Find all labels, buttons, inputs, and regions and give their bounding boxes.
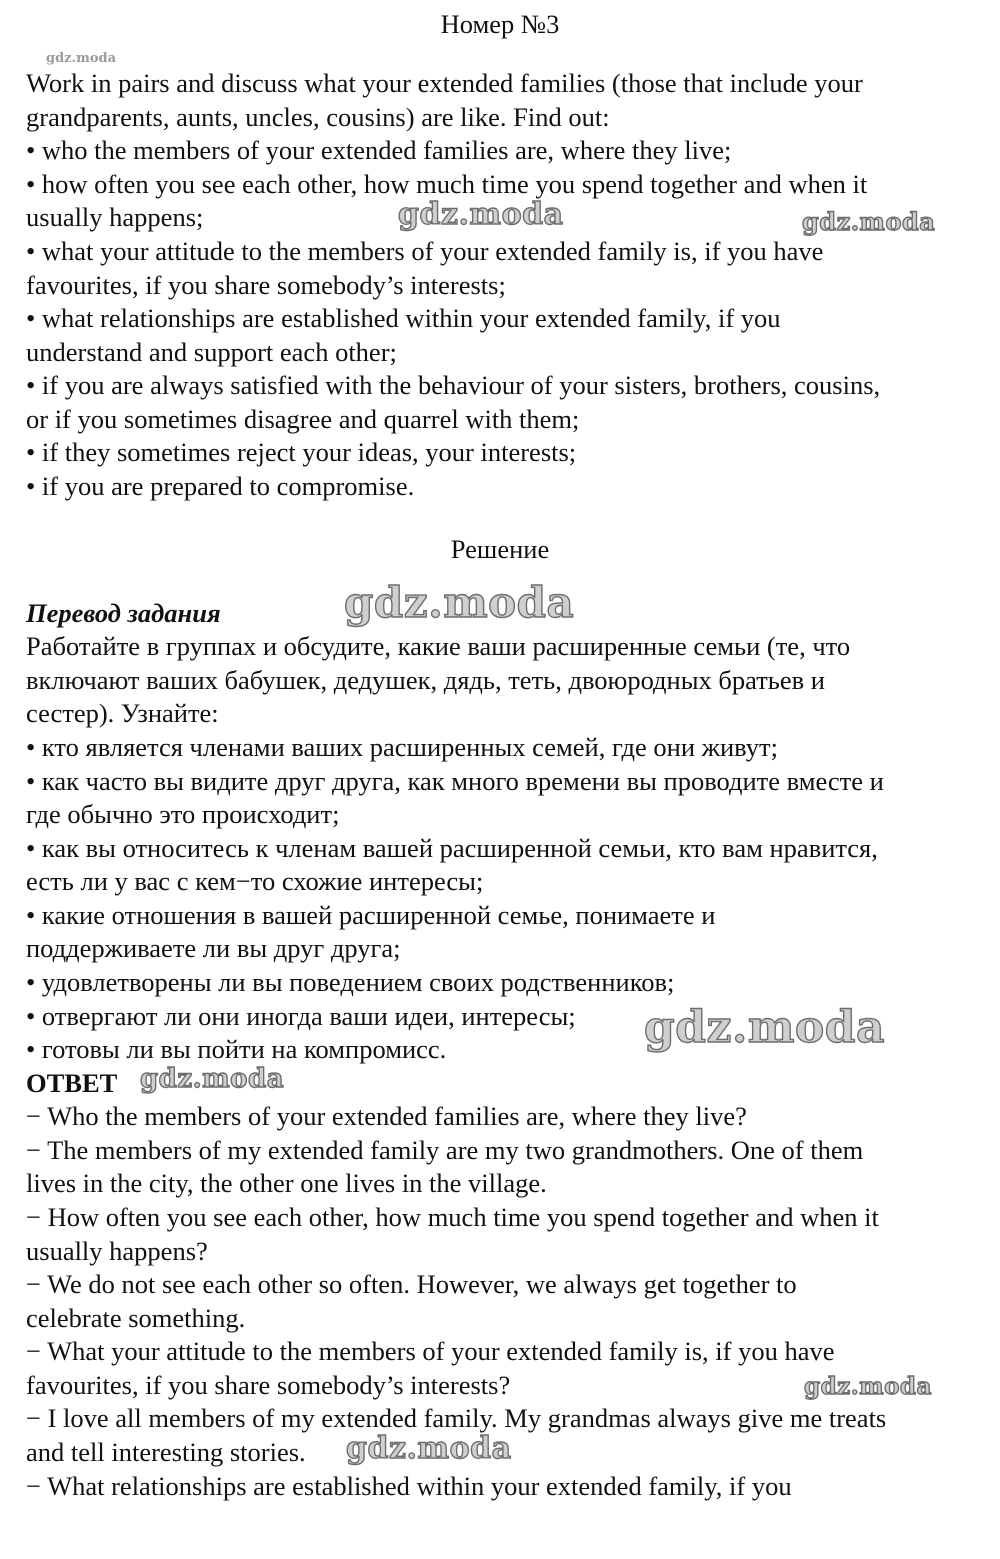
- translation-heading: Перевод задания: [26, 598, 221, 628]
- translation-line: • какие отношения в вашей расширенной семье, понимаете и: [26, 900, 716, 930]
- answer-line: − We do not see each other so often. However, we always get together to: [26, 1269, 797, 1299]
- task-line: • what relationships are established within your extended family, if you: [26, 303, 781, 333]
- translation-line: • как часто вы видите друг друга, как много времени вы проводите вместе и: [26, 766, 884, 796]
- translation-line: • удовлетворены ли вы поведением своих родственников;: [26, 967, 675, 997]
- translation-line: есть ли у вас с кем−то схожие интересы;: [26, 866, 484, 896]
- task-line: • if you are always satisfied with the behaviour of your sisters, brothers, cousins,: [26, 370, 881, 400]
- watermark: gdz.moda: [46, 51, 117, 66]
- translation-line: • отвергают ли они иногда ваши идеи, интересы;: [26, 1001, 576, 1031]
- answer-line: − I love all members of my extended family. My grandmas always give me treats: [26, 1403, 887, 1433]
- watermark: gdz.moda: [802, 207, 936, 236]
- translation-line: Работайте в группах и обсудите, какие ваши расширенные семьи (те, что: [26, 631, 851, 661]
- answer-line: usually happens?: [26, 1236, 208, 1266]
- task-line: • what your attitude to the members of your extended family is, if you have: [26, 236, 824, 266]
- answer-line: − The members of my extended family are my two grandmothers. One of them: [26, 1135, 864, 1165]
- answer-line: and tell interesting stories.: [26, 1437, 306, 1467]
- translation-line: включают ваших бабушек, дедушек, дядь, теть, двоюродных братьев и: [26, 665, 825, 695]
- task-line: understand and support each other;: [26, 337, 397, 367]
- translation-line: • готовы ли вы пойти на компромисс.: [26, 1034, 447, 1064]
- translation-line: поддерживаете ли вы друг друга;: [26, 933, 401, 963]
- watermark: gdz.moda: [140, 1064, 285, 1094]
- task-line: usually happens;: [26, 202, 204, 232]
- answer-line: celebrate something.: [26, 1303, 246, 1333]
- task-line: • how often you see each other, how much time you spend together and when it: [26, 169, 868, 199]
- page-title: Номер №3: [440, 9, 560, 39]
- watermark: gdz.moda: [346, 1431, 512, 1466]
- watermark: gdz.moda: [644, 1002, 886, 1053]
- translation-line: где обычно это происходит;: [26, 799, 340, 829]
- answer-line: − What your attitude to the members of your extended family is, if you have: [26, 1336, 835, 1366]
- task-line: or if you sometimes disagree and quarrel with them;: [26, 404, 580, 434]
- solution-label: Решение: [450, 534, 550, 564]
- task-line: • if you are prepared to compromise.: [26, 471, 415, 501]
- answer-line: − How often you see each other, how much time you spend together and when it: [26, 1202, 879, 1232]
- task-line: Work in pairs and discuss what your extended families (those that include your: [26, 68, 863, 98]
- translation-line: • как вы относитесь к членам вашей расширенной семьи, кто вам нравится,: [26, 833, 878, 863]
- watermark: gdz.moda: [804, 1373, 932, 1400]
- watermark: gdz.moda: [344, 578, 575, 627]
- translation-line: • кто является членами ваших расширенных семей, где они живут;: [26, 732, 778, 762]
- task-line: favourites, if you share somebody’s interests;: [26, 270, 506, 300]
- answer-line: lives in the city, the other one lives in the village.: [26, 1168, 547, 1198]
- answer-line: − Who the members of your extended families are, where they live?: [26, 1101, 747, 1131]
- task-line: • if they sometimes reject your ideas, your interests;: [26, 437, 577, 467]
- answer-heading: ОТВЕТ: [26, 1068, 118, 1098]
- answer-line: − What relationships are established within your extended family, if you: [26, 1471, 792, 1501]
- answer-line: favourites, if you share somebody’s interests?: [26, 1370, 511, 1400]
- task-line: • who the members of your extended families are, where they live;: [26, 135, 732, 165]
- task-line: grandparents, aunts, uncles, cousins) are like. Find out:: [26, 102, 610, 132]
- watermark: gdz.moda: [398, 197, 564, 232]
- translation-line: сестер). Узнайте:: [26, 698, 219, 728]
